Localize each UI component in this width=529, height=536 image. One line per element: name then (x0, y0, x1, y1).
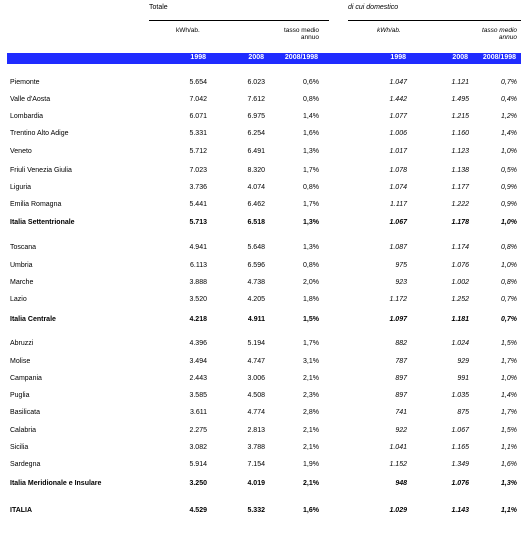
value-2008: 4.508 (247, 392, 265, 399)
value-1998: 3.585 (189, 392, 207, 399)
group-title-domestico: di cui domestico (348, 4, 399, 11)
domestic-1998: 741 (395, 409, 407, 416)
region-name: Molise (10, 358, 31, 365)
domestic-2008: 1.177 (451, 184, 469, 191)
domestic-rate: 1,6% (501, 461, 517, 468)
domestic-2008: 1.067 (451, 427, 469, 434)
domestic-1998: 1.077 (389, 113, 407, 120)
domestic-rate: 1,7% (501, 409, 517, 416)
domestic-2008: 875 (457, 409, 469, 416)
value-1998: 5.914 (189, 461, 207, 468)
value-1998: 3.520 (189, 296, 207, 303)
value-rate: 1,9% (303, 461, 319, 468)
domestic-1998: 897 (395, 392, 407, 399)
domestic-rate: 0,9% (501, 184, 517, 191)
value-rate: 1,6% (303, 507, 319, 514)
table-row (0, 167, 529, 178)
tasso-left-line2: annuo (300, 34, 319, 41)
domestic-rate: 0,7% (501, 316, 517, 323)
domestic-rate: 1,5% (501, 340, 517, 347)
table-row (0, 79, 529, 90)
domestic-2008: 1.024 (451, 340, 469, 347)
value-2008: 6.596 (247, 262, 265, 269)
table-row (0, 340, 529, 351)
value-rate: 2,1% (303, 427, 319, 434)
tasso-right-line1: tasso medio (481, 27, 517, 34)
value-rate: 1,8% (303, 296, 319, 303)
value-rate: 1,4% (303, 113, 319, 120)
domestic-rate: 1,7% (501, 358, 517, 365)
value-rate: 1,7% (303, 201, 319, 208)
domestic-rate: 1,1% (501, 444, 517, 451)
table-row (0, 201, 529, 212)
value-2008: 5.194 (247, 340, 265, 347)
domestic-2008: 929 (457, 358, 469, 365)
value-rate: 2,3% (303, 392, 319, 399)
domestic-rate: 1,1% (501, 507, 517, 514)
region-name: Lombardia (10, 113, 44, 120)
domestic-2008: 1.138 (451, 167, 469, 174)
value-1998: 3.888 (189, 279, 207, 286)
region-name: Lazio (10, 296, 27, 303)
table-row (0, 113, 529, 124)
domestic-1998: 923 (395, 279, 407, 286)
domestic-2008: 1.123 (451, 148, 469, 155)
domestic-1998: 1.152 (389, 461, 407, 468)
region-name: Veneto (10, 148, 32, 155)
value-1998: 2.443 (189, 375, 207, 382)
value-2008: 3.006 (247, 375, 265, 382)
table-row (0, 130, 529, 141)
domestic-rate: 1,4% (501, 130, 517, 137)
domestic-2008: 1.076 (451, 262, 469, 269)
value-2008: 4.019 (247, 480, 265, 487)
domestic-1998: 1.047 (389, 79, 407, 86)
domestic-2008: 1.143 (451, 507, 469, 514)
value-rate: 2,1% (303, 480, 319, 487)
domestic-1998: 975 (395, 262, 407, 269)
value-1998: 6.113 (190, 262, 207, 269)
value-rate: 0,6% (303, 79, 319, 86)
col-ratio-total: 2008/1998 (284, 54, 318, 61)
domestic-2008: 1.121 (451, 79, 469, 86)
domestic-rate: 0,4% (501, 96, 517, 103)
domestic-2008: 1.076 (451, 480, 469, 487)
col-2008-total: 2008 (248, 54, 264, 61)
table-row-subtotal (0, 316, 529, 327)
value-1998: 2.275 (189, 427, 207, 434)
value-rate: 1,3% (303, 148, 319, 155)
region-name: ITALIA (10, 507, 33, 514)
value-1998: 3.736 (189, 184, 207, 191)
value-rate: 0,8% (303, 262, 319, 269)
domestic-2008: 1.160 (451, 130, 469, 137)
domestic-1998: 1.117 (390, 201, 407, 208)
value-rate: 2,1% (303, 444, 319, 451)
region-name: Valle d'Aosta (10, 96, 51, 103)
region-name: Puglia (10, 392, 30, 399)
col-2008-domestic: 2008 (452, 54, 468, 61)
value-rate: 0,8% (303, 184, 319, 191)
domestic-rate: 0,8% (501, 279, 517, 286)
domestic-1998: 922 (395, 427, 407, 434)
header-rule-right (348, 20, 521, 21)
value-1998: 7.023 (189, 167, 207, 174)
region-name: Calabria (10, 427, 37, 434)
value-2008: 3.788 (247, 444, 265, 451)
table-row (0, 244, 529, 255)
domestic-2008: 1.495 (451, 96, 469, 103)
domestic-rate: 0,5% (501, 167, 517, 174)
value-1998: 6.071 (189, 113, 207, 120)
table-row (0, 427, 529, 438)
value-2008: 4.747 (247, 358, 265, 365)
domestic-1998: 1.097 (389, 316, 407, 323)
value-rate: 2,1% (303, 375, 319, 382)
table-row (0, 96, 529, 107)
region-name: Abruzzi (10, 340, 34, 347)
domestic-rate: 1,0% (501, 375, 517, 382)
value-rate: 3,1% (303, 358, 319, 365)
value-rate: 1,5% (303, 316, 319, 323)
domestic-1998: 948 (395, 480, 407, 487)
column-header-bar (7, 53, 521, 64)
domestic-1998: 882 (395, 340, 407, 347)
value-rate: 1,3% (303, 219, 319, 226)
domestic-1998: 1.029 (389, 507, 407, 514)
value-1998: 5.713 (189, 219, 207, 226)
domestic-2008: 1.252 (451, 296, 469, 303)
unit-label-right: kWh/ab. (377, 27, 401, 34)
value-2008: 6.023 (247, 79, 265, 86)
region-name: Campania (10, 375, 42, 382)
domestic-rate: 1,0% (501, 148, 517, 155)
region-name: Italia Settentrionale (10, 219, 75, 226)
region-name: Sicilia (10, 444, 29, 451)
value-2008: 4.074 (247, 184, 265, 191)
domestic-2008: 1.035 (451, 392, 469, 399)
domestic-rate: 1,0% (501, 219, 517, 226)
domestic-2008: 1.178 (451, 219, 469, 226)
value-1998: 4.941 (189, 244, 207, 251)
value-2008: 6.491 (247, 148, 265, 155)
value-2008: 8.320 (247, 167, 265, 174)
domestic-rate: 1,4% (501, 392, 517, 399)
value-1998: 4.218 (189, 316, 207, 323)
table-row (0, 148, 529, 159)
domestic-1998: 1.017 (389, 148, 407, 155)
region-name: Italia Meridionale e Insulare (10, 480, 102, 487)
value-2008: 5.332 (247, 507, 265, 514)
table-row (0, 279, 529, 290)
region-name: Liguria (10, 184, 32, 191)
value-2008: 4.205 (247, 296, 265, 303)
value-2008: 7.154 (247, 461, 265, 468)
tasso-label-right (482, 27, 517, 41)
table-row (0, 296, 529, 307)
value-2008: 6.975 (247, 113, 265, 120)
value-2008: 6.462 (247, 201, 265, 208)
value-2008: 6.518 (247, 219, 265, 226)
value-rate: 1,3% (303, 244, 319, 251)
group-title-totale: Totale (149, 4, 168, 11)
value-1998: 5.654 (189, 79, 207, 86)
domestic-2008: 991 (457, 375, 469, 382)
region-name: Piemonte (10, 79, 40, 86)
tasso-right-line2: annuo (498, 34, 517, 41)
region-name: Marche (10, 279, 34, 286)
table-row (0, 375, 529, 386)
tasso-left-line1: tasso medio (283, 27, 319, 34)
value-2008: 7.612 (247, 96, 265, 103)
region-name: Umbria (10, 262, 33, 269)
domestic-2008: 1.349 (451, 461, 469, 468)
region-name: Friuli Venezia Giulia (10, 167, 72, 174)
region-name: Sardegna (10, 461, 41, 468)
table-row (0, 392, 529, 403)
domestic-rate: 1,3% (501, 480, 517, 487)
value-2008: 4.774 (247, 409, 265, 416)
value-2008: 4.911 (247, 316, 265, 323)
domestic-1998: 897 (395, 375, 407, 382)
domestic-2008: 1.181 (451, 316, 469, 323)
domestic-1998: 787 (395, 358, 407, 365)
value-2008: 5.648 (247, 244, 265, 251)
domestic-1998: 1.087 (389, 244, 407, 251)
domestic-2008: 1.165 (451, 444, 469, 451)
domestic-1998: 1.006 (389, 130, 407, 137)
region-name: Toscana (10, 244, 37, 251)
value-2008: 6.254 (247, 130, 265, 137)
region-name: Basilicata (10, 409, 40, 416)
value-1998: 5.441 (189, 201, 207, 208)
value-rate: 1,7% (303, 340, 319, 347)
table-row (0, 409, 529, 420)
region-name: Trentino Alto Adige (10, 130, 69, 137)
domestic-1998: 1.442 (389, 96, 407, 103)
domestic-rate: 1,2% (501, 113, 517, 120)
table-row-subtotal (0, 480, 529, 491)
value-1998: 3.494 (189, 358, 207, 365)
domestic-2008: 1.002 (451, 279, 469, 286)
table-row-total (0, 507, 529, 518)
value-1998: 4.396 (189, 340, 207, 347)
value-1998: 3.611 (190, 409, 207, 416)
table-row (0, 184, 529, 195)
table-row-subtotal (0, 219, 529, 230)
table-row (0, 461, 529, 472)
table-row (0, 262, 529, 273)
domestic-1998: 1.074 (389, 184, 407, 191)
table-row (0, 358, 529, 369)
tasso-label-left (284, 27, 319, 41)
value-1998: 7.042 (189, 96, 207, 103)
region-name: Italia Centrale (10, 316, 56, 323)
domestic-rate: 1,0% (501, 262, 517, 269)
value-1998: 3.250 (189, 480, 207, 487)
domestic-1998: 1.078 (389, 167, 407, 174)
domestic-rate: 1,5% (501, 427, 517, 434)
domestic-rate: 0,7% (501, 79, 517, 86)
col-ratio-domestic: 2008/1998 (482, 54, 516, 61)
value-1998: 5.712 (189, 148, 207, 155)
value-2008: 4.738 (247, 279, 265, 286)
value-1998: 3.082 (189, 444, 207, 451)
domestic-rate: 0,7% (501, 296, 517, 303)
region-name: Emilia Romagna (10, 201, 62, 208)
domestic-1998: 1.067 (389, 219, 407, 226)
value-rate: 0,8% (303, 96, 319, 103)
table-row (0, 444, 529, 455)
value-1998: 4.529 (189, 507, 207, 514)
value-2008: 2.813 (247, 427, 265, 434)
value-1998: 5.331 (189, 130, 207, 137)
unit-label-left: kWh/ab. (176, 27, 200, 34)
domestic-rate: 0,8% (501, 244, 517, 251)
value-rate: 2,8% (303, 409, 319, 416)
domestic-2008: 1.174 (451, 244, 469, 251)
header-rule-left (149, 20, 329, 21)
domestic-1998: 1.172 (389, 296, 407, 303)
domestic-2008: 1.215 (451, 113, 469, 120)
value-rate: 2,0% (303, 279, 319, 286)
value-rate: 1,7% (303, 167, 319, 174)
col-1998-domestic: 1998 (390, 54, 406, 61)
value-rate: 1,6% (303, 130, 319, 137)
domestic-rate: 0,9% (501, 201, 517, 208)
domestic-2008: 1.222 (451, 201, 469, 208)
col-1998-total: 1998 (190, 54, 206, 61)
domestic-1998: 1.041 (389, 444, 407, 451)
